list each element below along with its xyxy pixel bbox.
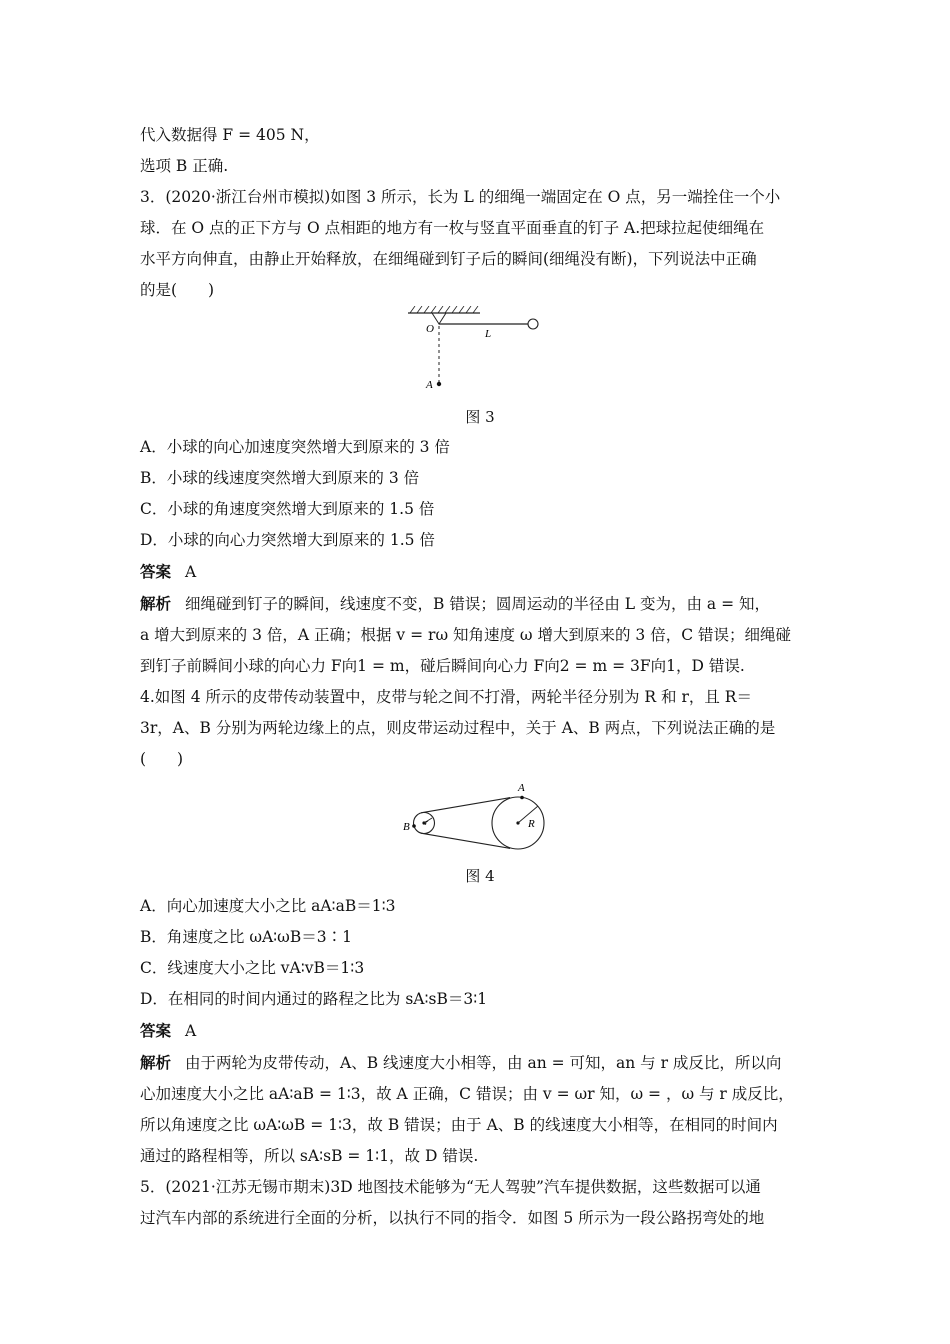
- ball: [528, 319, 538, 329]
- analysis-text: 细绳碰到钉子的瞬间，线速度不变，B 错误；圆周运动的半径由 L 变为，由 a = 知，: [185, 595, 770, 613]
- label-r-large: R: [528, 818, 535, 830]
- document-page: [140, 120, 820, 1234]
- question-4: [140, 682, 820, 1172]
- label-r-small: r: [425, 818, 429, 827]
- answer-line: [140, 1015, 820, 1047]
- belt-drive-diagram: [140, 775, 820, 857]
- label-a: A: [426, 379, 433, 391]
- figure-4: [140, 775, 820, 861]
- question-stem-line: 3r，A、B 分别为两轮边缘上的点，则皮带运动过程中，关于 A、B 两点，下列说法正确的是: [140, 719, 776, 737]
- ceiling-hatch: [410, 306, 478, 313]
- analysis-line: 到钉子前瞬间小球的向心力 F向1 = m，碰后瞬间向心力 F向2 = m = 3F向1，D 错误.: [140, 657, 745, 675]
- analysis-line: 心加速度大小之比 aA∶aB = 1∶3，故 A 正确，C 错误；由 v = ωr 知，ω = ，ω 与 r 成反比，: [140, 1085, 794, 1103]
- question-stem-line: 3．(2020·浙江台州市模拟)如图 3 所示，长为 L 的细绳一端固定在 O 点，另一端拴住一个小: [140, 188, 781, 206]
- point-a: [520, 796, 524, 800]
- question-stem-line: 过汽车内部的系统进行全面的分析，以执行不同的指令．如图 5 所示为一段公路拐弯处的地: [140, 1209, 765, 1227]
- answer-value: A: [185, 1022, 197, 1040]
- question-stem-line: ( ): [140, 750, 184, 768]
- question-stem-line: 球．在 O 点的正下方与 O 点相距的地方有一枚与竖直平面垂直的钉子 A.把球拉起使细绳在: [140, 219, 765, 237]
- figure-3: [140, 306, 820, 402]
- answer-value: A: [185, 563, 197, 581]
- question-stem-line: 4.如图 4 所示的皮带传动装置中，皮带与轮之间不打滑，两轮半径分别为 R 和 r，且 R＝: [140, 688, 752, 706]
- question-stem-line: 的是( ): [140, 281, 215, 299]
- pivot-mount: [432, 313, 446, 324]
- option-a: A．向心加速度大小之比 aA∶aB＝1∶3: [140, 897, 396, 915]
- option-b: B．小球的线速度突然增大到原来的 3 倍: [140, 469, 420, 487]
- option-d: D．小球的向心力突然增大到原来的 1.5 倍: [140, 531, 435, 549]
- question-5: [140, 1172, 820, 1234]
- analysis-line: [140, 588, 820, 620]
- option-b: B．角速度之比 ωA∶ωB＝3∶1: [140, 928, 352, 946]
- answer-label: 答案: [140, 562, 172, 581]
- label-b: B: [403, 821, 410, 833]
- label-a: A: [518, 782, 525, 794]
- figure-caption: 图 4: [465, 867, 495, 885]
- figure-caption: 图 3: [465, 408, 495, 426]
- analysis-line: 所以角速度之比 ωA∶ωB = 1∶3，故 B 错误；由于 A、B 的线速度大小相等，在相同的时间内: [140, 1116, 778, 1134]
- label-o: O: [426, 323, 434, 335]
- option-a: A．小球的向心加速度突然增大到原来的 3 倍: [140, 438, 450, 456]
- label-l: L: [485, 328, 492, 340]
- analysis-label: 解析: [140, 1053, 172, 1072]
- analysis-line: [140, 1047, 820, 1079]
- text-line: 选项 B 正确.: [140, 157, 229, 175]
- option-c: C．小球的角速度突然增大到原来的 1.5 倍: [140, 500, 435, 518]
- answer-label: 答案: [140, 1021, 172, 1040]
- text-line: 代入数据得 F = 405 N，: [140, 126, 320, 144]
- analysis-line: 通过的路程相等，所以 sA∶sB = 1∶1，故 D 错误.: [140, 1147, 479, 1165]
- answer-line: [140, 556, 820, 588]
- pendulum-diagram: [140, 306, 820, 398]
- analysis-text: 由于两轮为皮带传动，A、B 线速度大小相等，由 an = 可知，an 与 r 成反比，所以向: [185, 1054, 782, 1072]
- analysis-label: 解析: [140, 594, 172, 613]
- nail-point: [437, 382, 441, 386]
- option-d: D．在相同的时间内通过的路程之比为 sA∶sB＝3∶1: [140, 990, 488, 1008]
- option-c: C．线速度大小之比 vA∶vB＝1∶3: [140, 959, 365, 977]
- question-stem-line: 5．(2021·江苏无锡市期末)3D 地图技术能够为“无人驾驶”汽车提供数据，这些数据可以通: [140, 1178, 761, 1196]
- question-stem-line: 水平方向伸直，由静止开始释放，在细绳碰到钉子后的瞬间(细绳没有断)，下列说法中正确: [140, 250, 757, 268]
- analysis-line: a 增大到原来的 3 倍，A 正确；根据 v = rω 知角速度 ω 增大到原来的 3 倍，C 错误；细绳碰: [140, 626, 792, 644]
- point-b: [412, 824, 416, 828]
- question-3: [140, 182, 820, 682]
